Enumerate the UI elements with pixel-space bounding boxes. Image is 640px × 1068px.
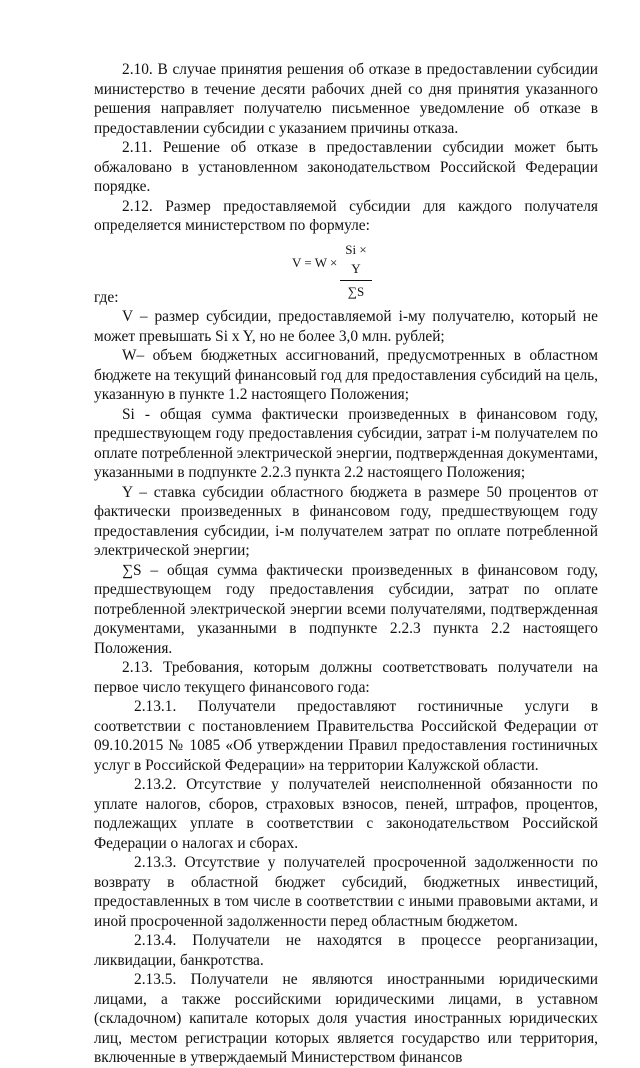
definition-y: Y – ставка субсидии областного бюджета в размере 50 процентов от фактически произведенных в финансовом году, предшествующем году предоставления субсидии, i-м получателем затрат по оплате потребленной электрической энергии; [94, 483, 598, 559]
where-label: где: [94, 288, 119, 306]
formula-denominator: ∑S [347, 283, 365, 299]
formula-lhs: V = W × [292, 254, 338, 270]
definition-w: W– объем бюджетных ассигнований, предусмотренных в областном бюджете на текущий финансовый год для предоставления субсидий на цель, указанную в пункте 1.2 настоящего Положения; [94, 347, 598, 403]
paragraph-2-13-1: 2.13.1. Получатели предоставляют гостиничные услуги в соответствии с постановлением Правительства Российской Федерации от 09.10.2015 № 1085 «Об утверждении Правил предоставления гостиничных услуг в Российской Федерации» на территории Калужской области. [94, 698, 598, 774]
definition-si: Si - общая сумма фактически произведенных в финансовом году, предшествующем году предоставления субсидии, затрат i-м получателем по оплате потребленной электрической энергии, подтвержденная документами, указанными в подпункте 2.2.3 пункта 2.2 настоящего Положения; [94, 405, 598, 481]
paragraph-2-13: 2.13. Требования, которым должны соответствовать получатели на первое число текущего финансового года: [94, 659, 598, 696]
document-body [94, 60, 598, 1068]
paragraph-2-13-5: 2.13.5. Получатели не являются иностранными юридическими лицами, а также российскими юридическими лицами, в уставном (складочном) капитале которых доля участия иностранных юридических лиц, местом регистрации которых является государство или территория, включенные в утверждаемый Министерством финансов [94, 971, 598, 1066]
paragraph-2-12: 2.12. Размер предоставляемой субсидии для каждого получателя определяется министерством по формуле: [94, 197, 598, 234]
paragraph-2-11: 2.11. Решение об отказе в предоставлении субсидии может быть обжаловано в установленном законодательством Российской Федерации порядке. [94, 139, 598, 195]
paragraph-2-10: 2.10. В случае принятия решения об отказе в предоставлении субсидии министерство в течение десяти рабочих дней со дня принятия указанного решения направляет получателю письменное уведомление об отказе в предоставлении субсидии с указанием причины отказа. [94, 61, 598, 137]
definition-v: V – размер субсидии, предоставляемой i-му получателю, который не может превышать Si x Y, но не более 3,0 млн. рублей; [94, 308, 598, 345]
formula-fraction [340, 240, 372, 302]
definition-sum-s: ∑S – общая сумма фактически произведенных в финансовом году, предшествующем году предоставления субсидии, затрат по оплате потребленной электрической энергии всеми получателями, подтвержденная документами, указанными в подпункте 2.2.3 пункта 2.2 настоящего Положения. [94, 561, 598, 657]
paragraph-2-13-4: 2.13.4. Получатели не находятся в процессе реорганизации, ликвидации, банкротства. [94, 932, 598, 969]
paragraph-2-13-2: 2.13.2. Отсутствие у получателей неисполненной обязанности по уплате налогов, сборов, страховых взносов, пеней, штрафов, процентов, подлежащих уплате в соответствии с законодательством Российской Федерации о налогах и сборах. [94, 776, 598, 852]
paragraph-2-13-3: 2.13.3. Отсутствие у получателей просроченной задолженности по возврату в областной бюджет субсидий, бюджетных инвестиций, предоставленных в том числе в соответствии с иными правовыми актами, и иной просроченной задолженности перед областным бюджетом. [94, 854, 598, 930]
formula-numerator: Si × Y [340, 240, 372, 281]
